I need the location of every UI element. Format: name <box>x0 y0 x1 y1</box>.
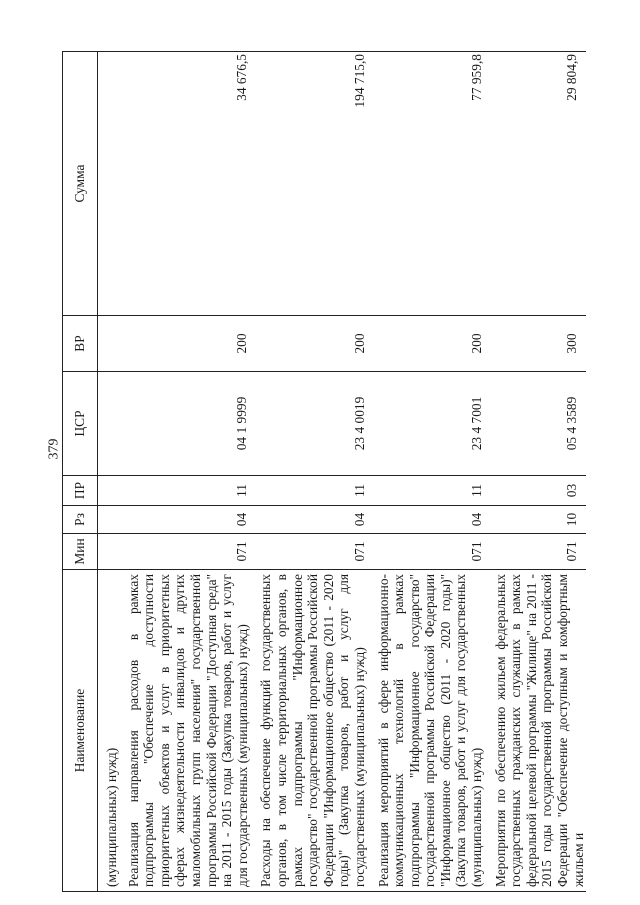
header-min: Мин <box>63 534 98 570</box>
row-min: 071 <box>491 534 587 570</box>
row-name: (муниципальных) нужд) <box>98 570 124 892</box>
row-rz: 04 <box>374 506 491 534</box>
row-rz: 04 <box>256 506 373 534</box>
table-row <box>374 52 491 892</box>
row-name: Реализация направления расходов в рамках подпрограммы "Обеспечение доступности приоритетных объектов и услуг в приоритетных сферах жизнедеятельности инвалидов и других маломобильных групп населения" государственной программы Российской Федерации "Доступная среда" на 2011 - 2015 годы (Закупка товаров, работ и услуг для государственных (муниципальных) нужд) <box>124 570 257 892</box>
row-min <box>98 534 124 570</box>
row-sum: 77 959,8 <box>374 52 491 316</box>
header-pr: ПР <box>63 476 98 506</box>
row-csr: 23 4 0019 <box>256 372 373 476</box>
row-vr: 200 <box>256 316 373 372</box>
row-pr: 03 <box>491 476 587 506</box>
row-sum: 34 676,5 <box>124 52 257 316</box>
row-pr <box>98 476 124 506</box>
table-header-row <box>63 52 98 892</box>
row-pr: 11 <box>374 476 491 506</box>
row-csr: 04 1 9999 <box>124 372 257 476</box>
header-name: Наименование <box>63 570 98 892</box>
table-row <box>98 52 124 892</box>
row-min: 071 <box>124 534 257 570</box>
row-min: 071 <box>374 534 491 570</box>
header-csr: ЦСР <box>63 372 98 476</box>
row-vr: 200 <box>374 316 491 372</box>
table-row <box>256 52 373 892</box>
row-sum: 194 715,0 <box>256 52 373 316</box>
row-pr: 11 <box>256 476 373 506</box>
row-sum <box>98 52 124 316</box>
header-sum: Сумма <box>63 52 98 316</box>
row-csr: 23 4 7001 <box>374 372 491 476</box>
table-row <box>491 52 587 892</box>
page-number: 379 <box>46 438 62 460</box>
row-min: 071 <box>256 534 373 570</box>
row-csr: 05 4 3589 <box>491 372 587 476</box>
header-vr: ВР <box>63 316 98 372</box>
row-name: Мероприятия по обеспечению жильем федеральных государственных гражданских служащих в рамках федеральной целевой программы "Жилище" на 2011 - 2015 годы государственной программы Российской Федерации "Обеспечение доступным и комфортным жильем и <box>491 570 587 892</box>
row-name: Расходы на обеспечение функций государственных органов, в том числе территориальных органов, в рамках подпрограммы "Информационное государство" государственной программы Российской Федерации "Информационное общество (2011 - 2020 годы)" (Закупка товаров, работ и услуг для государственных (муниципальных) нужд) <box>256 570 373 892</box>
budget-table <box>62 51 586 892</box>
row-name: Реализация мероприятий в сфере информационно-коммуникационных технологий в рамках подпрограммы "Информационное государство" государственной программы Российской Федерации "Информационное общество (2011 - 2020 годы)" (Закупка товаров, работ и услуг для государственных (муниципальных) нужд) <box>374 570 491 892</box>
row-csr <box>98 372 124 476</box>
row-rz <box>98 506 124 534</box>
row-vr: 300 <box>491 316 587 372</box>
budget-table-page <box>62 52 600 892</box>
row-vr: 200 <box>124 316 257 372</box>
row-pr: 11 <box>124 476 257 506</box>
row-rz: 04 <box>124 506 257 534</box>
row-rz: 10 <box>491 506 587 534</box>
header-rz: Рз <box>63 506 98 534</box>
table-row <box>124 52 257 892</box>
row-vr <box>98 316 124 372</box>
row-sum: 29 804,9 <box>491 52 587 316</box>
